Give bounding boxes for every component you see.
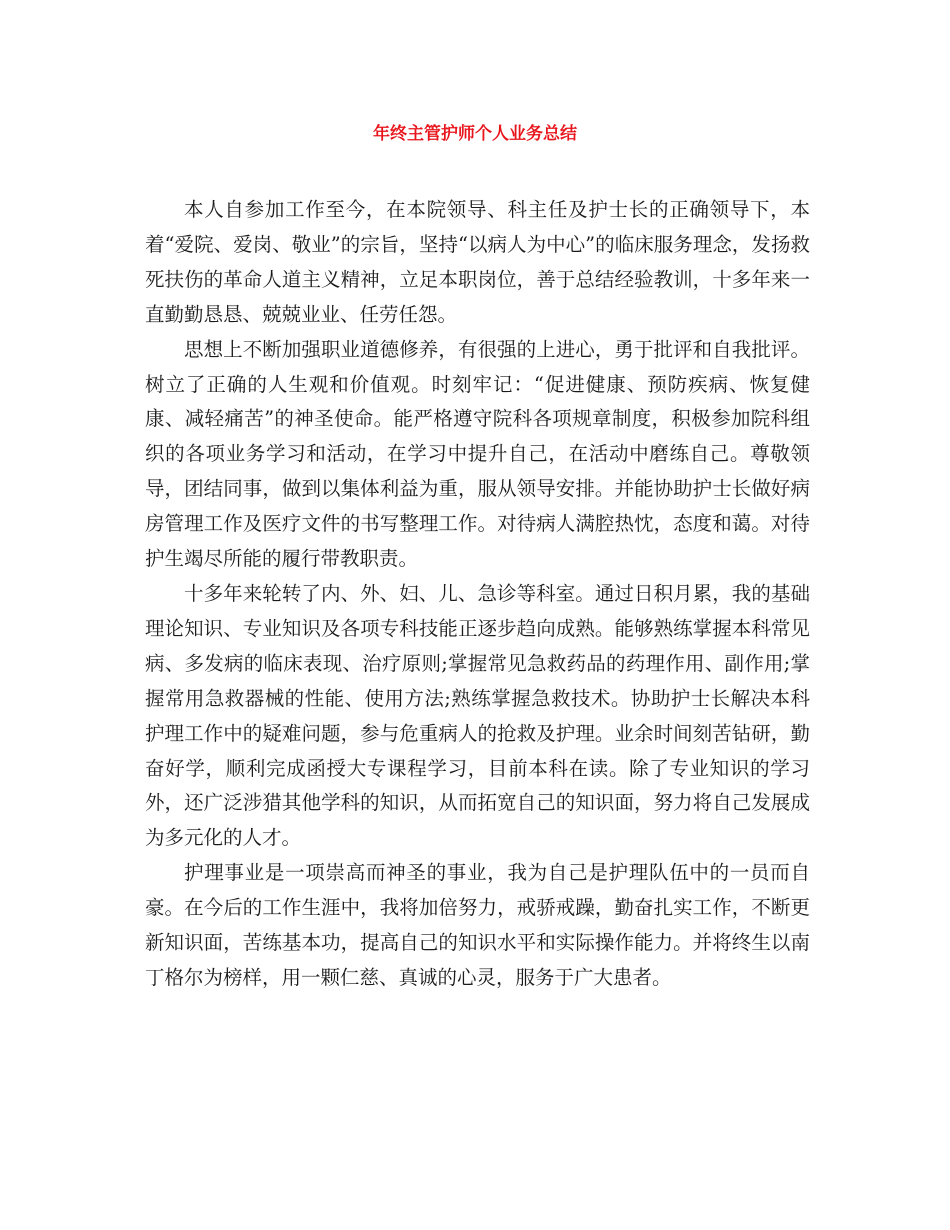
paragraph-experience: 十多年来轮转了内、外、妇、儿、急诊等科室。通过日积月累，我的基础理论知识、专业知识及各项专科技能正逐步趋向成熟。能够熟练掌握本科常见病、多发病的临床表现、治疗原则;掌握常见急救药品的药理作用、副作用;掌握常用急救器械的性能、使用方法;熟练掌握急救技术。协助护士长解决本科护理工作中的疑难问题，参与危重病人的抢救及护理。业余时间刻苦钻研，勤奋好学，顺利完成函授大专课程学习，目前本科在读。除了专业知识的学习外，还广泛涉猎其他学科的知识，从而拓宽自己的知识面，努力将自己发展成为多元化的人才。	[145, 581, 810, 850]
document-body	[145, 193, 810, 996]
document-title: 年终主管护师个人业务总结	[373, 124, 577, 144]
paragraph-outlook: 护理事业是一项崇高而神圣的事业，我为自己是护理队伍中的一员而自豪。在今后的工作生涯中，我将加倍努力，戒骄戒躁，勤奋扎实工作，不断更新知识面，苦练基本功，提高自己的知识水平和实际操作能力。并将终生以南丁格尔为榜样，用一颗仁慈、真诚的心灵，服务于广大患者。	[145, 861, 810, 989]
paragraph-intro: 本人自参加工作至今，在本院领导、科主任及护士长的正确领导下，本着“爱院、爱岗、敬业”的宗旨，坚持“以病人为中心”的临床服务理念，发扬救死扶伤的革命人道主义精神，立足本职岗位，善于总结经验教训，十多年来一直勤勤恳恳、兢兢业业、任劳任怨。	[145, 198, 810, 326]
paragraph-ideology: 思想上不断加强职业道德修养，有很强的上进心，勇于批评和自我批评。树立了正确的人生观和价值观。时刻牢记：“促进健康、预防疾病、恢复健康、减轻痛苦”的神圣使命。能严格遵守院科各项规章制度，积极参加院科组织的各项业务学习和活动，在学习中提升自己，在活动中磨练自己。尊敬领导，团结同事，做到以集体利益为重，服从领导安排。并能协助护士长做好病房管理工作及医疗文件的书写整理工作。对待病人满腔热忱，态度和蔼。对待护生竭尽所能的履行带教职责。	[145, 337, 810, 571]
